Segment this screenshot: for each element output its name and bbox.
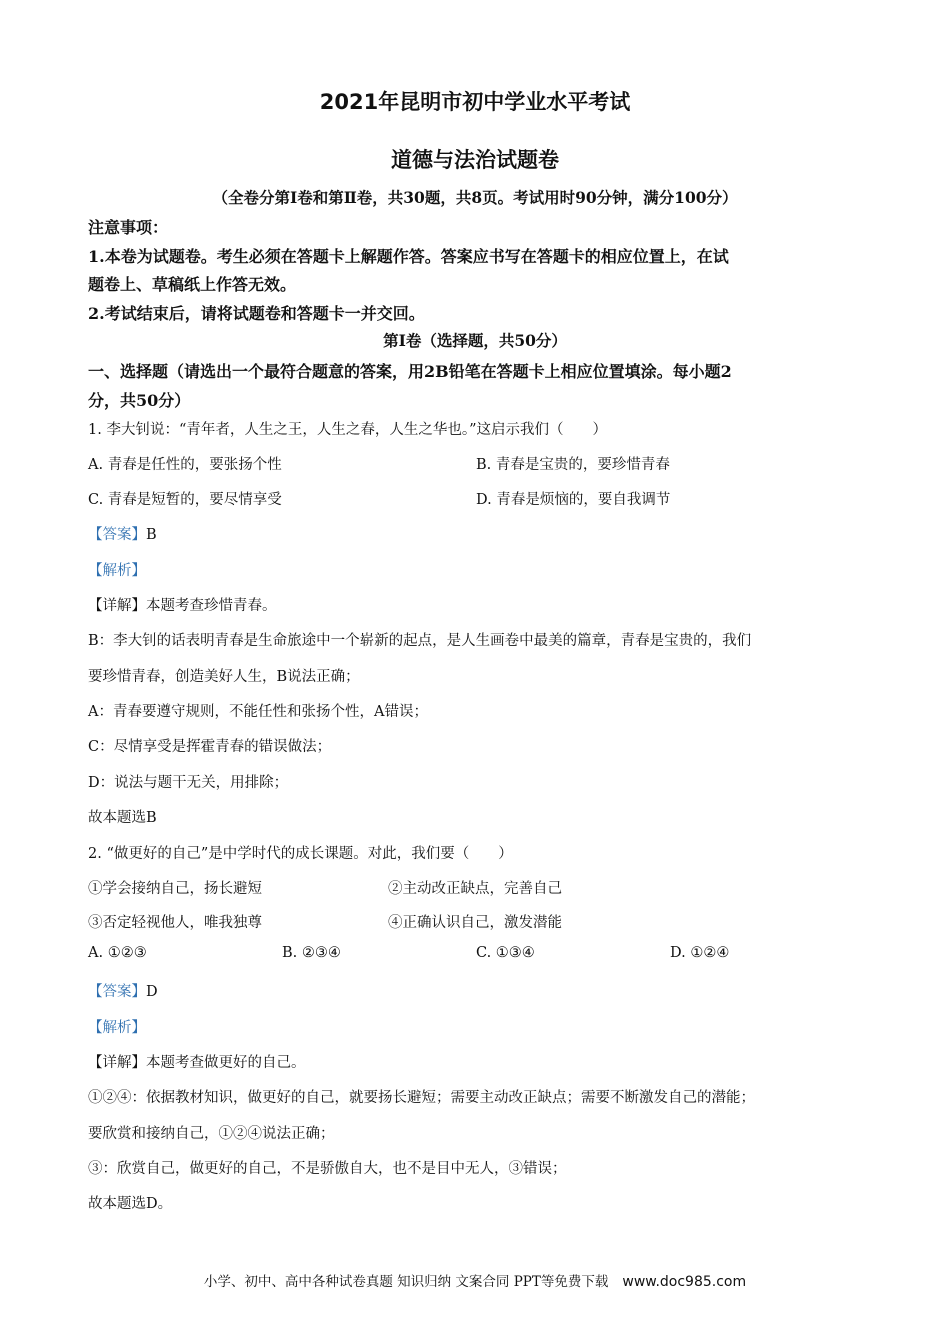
q2-analysis-tag: 【解析】 bbox=[88, 1020, 146, 1036]
notice-item-1-line-1: 1.本卷为试题卷。考生必须在答题卡上解题作答。答案应书写在答题卡的相应位置上，在试 bbox=[88, 247, 729, 266]
q2-analysis-line-2: 要欣赏和接纳自己，①②④说法正确； bbox=[88, 1126, 335, 1142]
section-instruction-line-1: 一、选择题（请选出一个最符合题意的答案，用2B铅笔在答题卡上相应位置填涂。每小题2 bbox=[88, 362, 732, 381]
exam-subtitle: 道德与法治试题卷 bbox=[391, 148, 559, 172]
page-footer bbox=[0, 1270, 950, 1290]
q1-option-d: D. 青春是烦恼的，要自我调节 bbox=[476, 492, 671, 508]
exam-title: 2021年昆明市初中学业水平考试 bbox=[319, 90, 631, 114]
q2-option-a: A. ①②③ bbox=[88, 945, 147, 961]
q2-answer bbox=[88, 980, 158, 1001]
q2-answer-value: D bbox=[146, 984, 158, 1000]
q2-detail: 【详解】本题考查做更好的自己。 bbox=[88, 1055, 306, 1071]
footer-url[interactable]: www.doc985.com bbox=[622, 1274, 747, 1290]
q2-stem: 2. “做更好的自己”是中学时代的成长课题。对此，我们要（ ） bbox=[88, 846, 513, 862]
q2-analysis-line-3: ③：欣赏自己，做更好的自己，不是骄傲自大，也不是目中无人，③错误； bbox=[88, 1161, 567, 1177]
q2-statement-1: ①学会接纳自己，扬长避短 bbox=[88, 881, 262, 897]
q2-option-d: D. ①②④ bbox=[670, 945, 730, 961]
q1-analysis-line-5: D：说法与题干无关，用排除； bbox=[88, 775, 289, 791]
q1-analysis-line-2: 要珍惜青春，创造美好人生，B说法正确； bbox=[88, 669, 360, 685]
part-title: 第Ⅰ卷（选择题，共50分） bbox=[383, 331, 567, 350]
q1-analysis-tag: 【解析】 bbox=[88, 563, 146, 579]
q2-analysis-line-1: ①②④：依据教材知识，做更好的自己，就要扬长避短；需要主动改正缺点；需要不断激发自己的潜能； bbox=[88, 1090, 755, 1106]
notice-item-2: 2.考试结束后，请将试题卷和答题卡一并交回。 bbox=[88, 304, 425, 323]
notice-heading: 注意事项： bbox=[88, 218, 169, 237]
q2-conclusion: 故本题选D。 bbox=[88, 1196, 173, 1212]
q2-answer-tag: 【答案】 bbox=[88, 984, 146, 1000]
section-instruction-line-2: 分，共50分） bbox=[88, 391, 191, 410]
q1-answer-value: B bbox=[146, 527, 157, 543]
q2-statement-3: ③否定轻视他人，唯我独尊 bbox=[88, 915, 262, 931]
q2-statement-4: ④正确认识自己，激发潜能 bbox=[388, 915, 562, 931]
q1-answer bbox=[88, 523, 157, 544]
q2-option-b: B. ②③④ bbox=[282, 945, 341, 961]
q2-option-c: C. ①③④ bbox=[476, 945, 535, 961]
q1-analysis-line-1: B：李大钊的话表明青春是生命旅途中一个崭新的起点，是人生画卷中最美的篇章，青春是宝贵的，我们 bbox=[88, 633, 752, 649]
q1-conclusion: 故本题选B bbox=[88, 810, 157, 826]
notice-item-1-line-2: 题卷上、草稿纸上作答无效。 bbox=[88, 275, 297, 294]
q2-statement-2: ②主动改正缺点，完善自己 bbox=[388, 881, 562, 897]
q1-analysis-line-3: A：青春要遵守规则，不能任性和张扬个性，A错误； bbox=[88, 704, 428, 720]
footer-text: 小学、初中、高中各种试卷真题 知识归纳 文案合同 PPT等免费下载 bbox=[203, 1274, 609, 1290]
q1-stem: 1. 李大钊说：“青年者，人生之王，人生之春，人生之华也。”这启示我们（ ） bbox=[88, 422, 608, 438]
q1-answer-tag: 【答案】 bbox=[88, 527, 146, 543]
q1-option-b: B. 青春是宝贵的，要珍惜青春 bbox=[476, 457, 670, 473]
q1-option-c: C. 青春是短暂的，要尽情享受 bbox=[88, 492, 282, 508]
q1-analysis-line-4: C：尽情享受是挥霍青春的错误做法； bbox=[88, 739, 332, 755]
q1-detail: 【详解】本题考查珍惜青春。 bbox=[88, 598, 277, 614]
q1-option-a: A. 青春是任性的，要张扬个性 bbox=[88, 457, 282, 473]
exam-info: （全卷分第Ⅰ卷和第Ⅱ卷，共30题，共8页。考试用时90分钟，满分100分） bbox=[212, 188, 738, 207]
